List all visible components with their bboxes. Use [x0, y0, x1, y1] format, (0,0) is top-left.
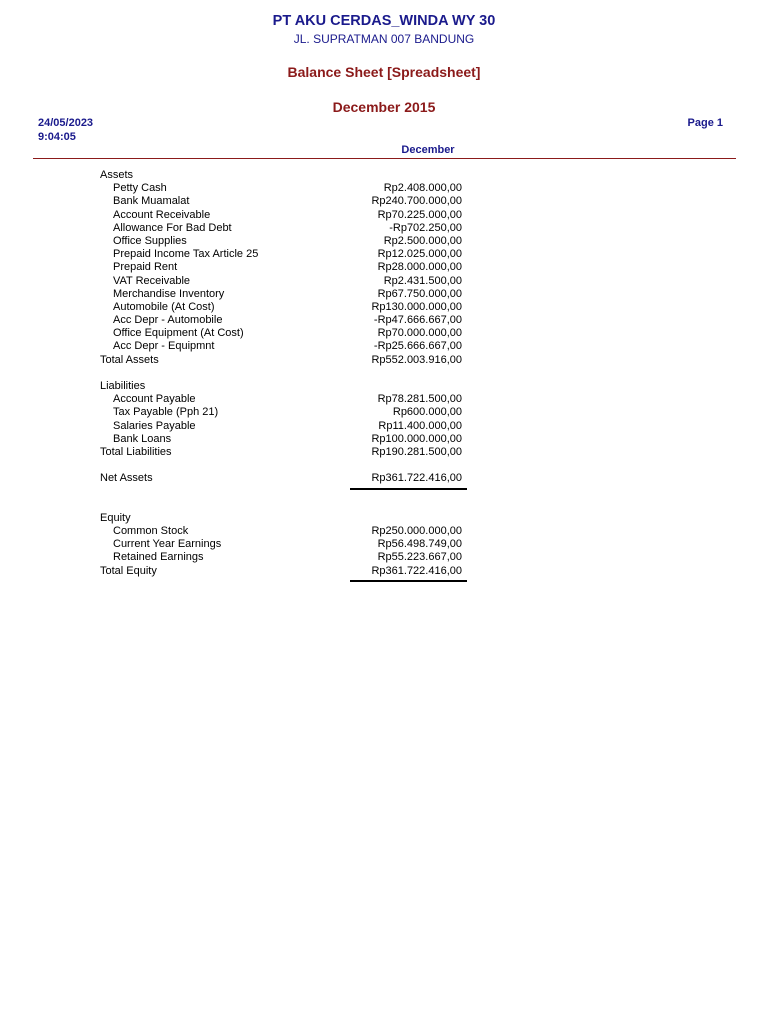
table-row: [100, 288, 470, 301]
total-row-equity: Total Equity Rp361.722.416,00: [100, 565, 470, 578]
report-title: Balance Sheet [Spreadsheet]: [287, 64, 481, 80]
account-label: Bank Muamalat: [113, 195, 190, 208]
account-label: Current Year Earnings: [113, 538, 222, 551]
account-label: Acc Depr - Automobile: [113, 314, 223, 327]
table-row: [100, 314, 470, 327]
account-amount: Rp600.000,00: [392, 406, 462, 419]
table-row: [100, 275, 470, 288]
table-row: [100, 393, 470, 406]
account-label: Prepaid Income Tax Article 25: [113, 248, 259, 261]
account-label: Tax Payable (Pph 21): [113, 406, 219, 419]
account-amount: Rp130.000.000,00: [371, 300, 462, 313]
table-row: [100, 551, 470, 564]
account-amount: Rp70.225.000,00: [377, 208, 462, 221]
section-heading-equity: Equity: [100, 511, 131, 524]
table-row: [100, 261, 470, 274]
table-row: [100, 340, 470, 353]
table-row: [100, 248, 470, 261]
account-amount: Rp28.000.000,00: [377, 261, 462, 274]
table-row: [100, 406, 470, 419]
table-row: [100, 195, 470, 208]
table-row: [100, 182, 470, 195]
company-name: PT AKU CERDAS_WINDA WY 30: [272, 13, 496, 29]
account-label: Allowance For Bad Debt: [113, 221, 232, 234]
table-row: [100, 538, 470, 551]
account-label: Petty Cash: [113, 182, 167, 195]
balance-sheet-body: [100, 169, 470, 578]
account-amount: -Rp25.666.667,00: [373, 340, 462, 353]
account-amount: Rp250.000.000,00: [371, 525, 462, 538]
account-amount: Rp12.025.000,00: [377, 248, 462, 261]
company-address: JL. SUPRATMAN 007 BANDUNG: [293, 32, 475, 46]
account-label: VAT Receivable: [113, 274, 191, 287]
section-heading-liabilities: Liabilities: [100, 380, 146, 392]
table-row: [100, 420, 470, 433]
account-amount: Rp100.000.000,00: [371, 432, 462, 445]
table-row: [100, 525, 470, 538]
table-row: [100, 301, 470, 314]
net-assets-row: Net Assets Rp361.722.416,00: [100, 472, 470, 485]
account-amount: Rp2.431.500,00: [383, 274, 462, 287]
account-label: Office Supplies: [113, 234, 187, 247]
account-amount: Rp67.750.000,00: [377, 287, 462, 300]
account-amount: Rp2.500.000,00: [383, 234, 462, 247]
section-heading-assets: Assets: [100, 169, 134, 181]
account-amount: Rp55.223.667,00: [377, 551, 462, 564]
table-row: [100, 209, 470, 222]
account-label: Retained Earnings: [113, 551, 204, 564]
account-amount: Rp2.408.000,00: [383, 182, 462, 195]
column-header: December: [401, 144, 455, 156]
account-amount: Rp240.700.000,00: [371, 195, 462, 208]
account-label: Salaries Payable: [113, 419, 196, 432]
page-number: Page 1: [687, 117, 723, 129]
account-amount: Rp70.000.000,00: [377, 327, 462, 340]
report-period: December 2015: [332, 99, 436, 115]
print-time: 9:04:05: [38, 131, 76, 143]
account-amount: -Rp702.250,00: [389, 221, 462, 234]
total-row-assets: Total Assets Rp552.003.916,00: [100, 353, 462, 366]
account-amount: -Rp47.666.667,00: [373, 314, 462, 327]
header-divider: [33, 158, 736, 159]
table-row: [100, 235, 470, 248]
account-label: Bank Loans: [113, 432, 172, 445]
account-amount: Rp11.400.000,00: [378, 419, 462, 432]
table-row: [100, 327, 470, 340]
account-amount: Rp78.281.500,00: [377, 393, 462, 406]
account-label: Account Payable: [113, 393, 196, 406]
account-label: Office Equipment (At Cost): [113, 327, 244, 340]
account-label: Account Receivable: [113, 208, 211, 221]
account-label: Merchandise Inventory: [113, 287, 225, 300]
table-row: [100, 433, 470, 446]
account-label: Prepaid Rent: [113, 261, 178, 274]
total-row-liabilities: Total Liabilities Rp190.281.500,00: [100, 445, 462, 458]
account-amount: Rp56.498.749,00: [377, 538, 462, 551]
table-row: [100, 222, 470, 235]
account-label: Acc Depr - Equipmnt: [113, 340, 215, 353]
account-label: Common Stock: [113, 525, 189, 538]
print-date: 24/05/2023: [38, 117, 94, 129]
account-label: Automobile (At Cost): [113, 300, 215, 313]
